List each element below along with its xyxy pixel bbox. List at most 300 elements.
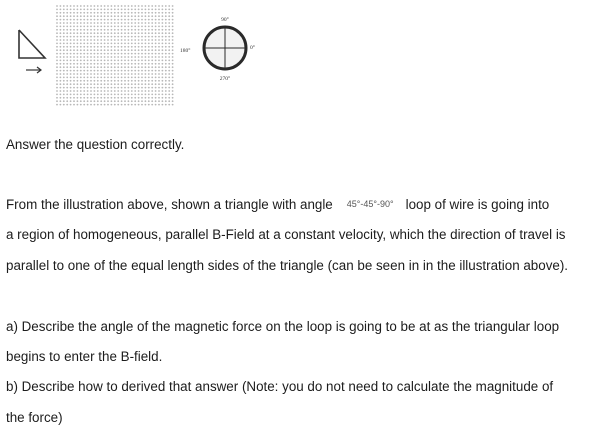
b-field-dot [165, 73, 167, 75]
b-field-dot [145, 83, 147, 85]
b-field-dot [87, 87, 89, 89]
b-field-dot [80, 66, 82, 68]
b-field-dot [168, 5, 170, 7]
b-field-dot [94, 60, 96, 62]
b-field-dot [63, 70, 65, 72]
b-field-dot [127, 56, 129, 58]
b-field-dot [87, 100, 89, 102]
b-field-dot [97, 29, 99, 31]
b-field-dot [94, 80, 96, 82]
b-field-dot [168, 12, 170, 14]
b-field-dot [56, 60, 58, 62]
b-field-dot [100, 49, 102, 51]
b-field-dot [70, 5, 72, 7]
b-field-dot [60, 39, 62, 41]
b-field-dot [60, 15, 62, 17]
b-field-dot [73, 70, 75, 72]
b-field-dot [158, 80, 160, 82]
b-field-dot [134, 39, 136, 41]
b-field-dot [151, 26, 153, 28]
b-field-dot [162, 66, 164, 68]
b-field-dot [131, 94, 133, 96]
b-field-dot [124, 100, 126, 102]
b-field-dot [158, 90, 160, 92]
b-field-dot [145, 5, 147, 7]
b-field-dot [155, 49, 157, 51]
b-field-dot [94, 26, 96, 28]
b-field-dot [134, 53, 136, 55]
b-field-dot [151, 32, 153, 34]
b-field-dot [73, 46, 75, 48]
b-field-dot [172, 29, 174, 31]
b-field-dot [127, 46, 129, 48]
b-field-dot [80, 15, 82, 17]
b-field-dot [104, 9, 106, 11]
b-field-dot [131, 26, 133, 28]
b-field-dot [168, 26, 170, 28]
b-field-dot [151, 9, 153, 11]
b-field-dot [87, 70, 89, 72]
b-field-dot [114, 29, 116, 31]
b-field-dot [100, 94, 102, 96]
b-field-dot [134, 87, 136, 89]
b-field-dot [155, 36, 157, 38]
b-field-dot [83, 60, 85, 62]
b-field-dot [77, 73, 79, 75]
b-field-dot [141, 77, 143, 79]
b-field-dot [100, 56, 102, 58]
b-field-dot [90, 94, 92, 96]
b-field-dot [165, 26, 167, 28]
b-field-dot [124, 80, 126, 82]
b-field-dot [56, 5, 58, 7]
b-field-dot [138, 5, 140, 7]
b-field-dot [100, 19, 102, 21]
b-field-dot [134, 77, 136, 79]
b-field-dot [172, 60, 174, 62]
b-field-dot [117, 94, 119, 96]
b-field-dot [70, 53, 72, 55]
b-field-dot [66, 49, 68, 51]
b-field-dot [148, 90, 150, 92]
b-field-dot [165, 80, 167, 82]
b-field-dot [168, 70, 170, 72]
b-field-dot [63, 56, 65, 58]
b-field-dot [141, 26, 143, 28]
b-field-dot [172, 66, 174, 68]
b-field-dot [70, 29, 72, 31]
b-field-dot [121, 80, 123, 82]
b-field-dot [148, 70, 150, 72]
b-field-dot [90, 46, 92, 48]
b-field-dot [165, 97, 167, 99]
b-field-dot [111, 104, 113, 106]
b-field-dot [90, 19, 92, 21]
b-field-dot [141, 5, 143, 7]
b-field-dot [168, 49, 170, 51]
b-field-dot [90, 29, 92, 31]
instruction-text: Answer the question correctly. [6, 137, 185, 152]
b-field-dot [134, 26, 136, 28]
b-field-dot [107, 73, 109, 75]
b-field-dot [145, 63, 147, 65]
b-field-dot [172, 19, 174, 21]
b-field-dot [148, 46, 150, 48]
b-field-dot [134, 36, 136, 38]
b-field-dot [168, 19, 170, 21]
b-field-dot [56, 87, 58, 89]
b-field-dot [168, 43, 170, 45]
b-field-dot [111, 73, 113, 75]
b-field-dot [138, 53, 140, 55]
b-field-dot [77, 19, 79, 21]
b-field-dot [138, 77, 140, 79]
b-field-dot [60, 90, 62, 92]
b-field-dot [77, 63, 79, 65]
b-field-dot [104, 56, 106, 58]
b-field-dot [121, 26, 123, 28]
b-field-dot [66, 104, 68, 106]
b-field-dot [151, 70, 153, 72]
b-field-dot [138, 97, 140, 99]
b-field-dot [148, 22, 150, 24]
b-field-dot [114, 39, 116, 41]
b-field-dot [70, 66, 72, 68]
b-field-dot [107, 63, 109, 65]
b-field-dot [63, 43, 65, 45]
b-field-dot [97, 56, 99, 58]
b-field-dot [148, 56, 150, 58]
b-field-dot [73, 36, 75, 38]
b-field-dot [111, 90, 113, 92]
b-field-dot [172, 104, 174, 106]
b-field-dot [56, 12, 58, 14]
b-field-dot [73, 73, 75, 75]
b-field-dot [124, 46, 126, 48]
b-field-dot [117, 83, 119, 85]
b-field-dot [63, 5, 65, 7]
b-field-dot [80, 97, 82, 99]
b-field-dot [66, 90, 68, 92]
b-field-dot [77, 39, 79, 41]
b-field-dot [168, 36, 170, 38]
b-field-dot [97, 104, 99, 106]
b-field-dot [138, 87, 140, 89]
b-field-dot [155, 97, 157, 99]
b-field-dot [56, 46, 58, 48]
b-field-dot [114, 94, 116, 96]
b-field-dot [100, 83, 102, 85]
b-field-dot [124, 90, 126, 92]
b-field-dot [131, 53, 133, 55]
b-field-dot [121, 63, 123, 65]
b-field-dot [56, 26, 58, 28]
b-field-dot [66, 12, 68, 14]
b-field-dot [172, 56, 174, 58]
b-field-dot [73, 5, 75, 7]
b-field-dot [111, 46, 113, 48]
b-field-dot [107, 66, 109, 68]
b-field-dot [134, 104, 136, 106]
b-field-dot [121, 12, 123, 14]
b-field-dot [117, 100, 119, 102]
b-field-dot [97, 26, 99, 28]
b-field-dot [70, 12, 72, 14]
b-field-dot [155, 73, 157, 75]
b-field-dot [131, 77, 133, 79]
b-field-dot [162, 22, 164, 24]
b-field-dot [63, 26, 65, 28]
b-field-dot [73, 49, 75, 51]
b-field-dot [131, 80, 133, 82]
b-field-dot [151, 22, 153, 24]
b-field-dot [148, 12, 150, 14]
b-field-dot [83, 100, 85, 102]
b-field-dot [148, 83, 150, 85]
b-field-dot [162, 19, 164, 21]
question-a-line-2: begins to enter the B-field. [6, 349, 163, 364]
b-field-dot [80, 104, 82, 106]
b-field-dot [73, 94, 75, 96]
b-field-dot [145, 80, 147, 82]
b-field-dot [107, 29, 109, 31]
b-field-dot [131, 100, 133, 102]
b-field-dot [60, 80, 62, 82]
b-field-dot [63, 36, 65, 38]
b-field-dot [97, 70, 99, 72]
b-field-dot [111, 66, 113, 68]
b-field-dot [114, 90, 116, 92]
b-field-dot [158, 19, 160, 21]
b-field-dot [60, 43, 62, 45]
b-field-dot [121, 83, 123, 85]
b-field-dot [66, 73, 68, 75]
b-field-dot [97, 97, 99, 99]
b-field-dot [121, 53, 123, 55]
b-field-dot [80, 56, 82, 58]
b-field-dot [114, 80, 116, 82]
b-field-dot [66, 63, 68, 65]
b-field-dot [77, 83, 79, 85]
b-field-dot [114, 63, 116, 65]
b-field-dot [70, 104, 72, 106]
b-field-dot [73, 63, 75, 65]
b-field-dot [83, 66, 85, 68]
b-field-dot [90, 36, 92, 38]
b-field-dot [131, 12, 133, 14]
b-field-dot [172, 90, 174, 92]
b-field-dot [100, 87, 102, 89]
b-field-dot [131, 43, 133, 45]
b-field-dot [158, 12, 160, 14]
b-field-dot [60, 9, 62, 11]
b-field-dot [117, 53, 119, 55]
b-field-dot [107, 104, 109, 106]
b-field-dot [94, 19, 96, 21]
b-field-dot [162, 60, 164, 62]
b-field-dot [168, 46, 170, 48]
b-field-dot [111, 43, 113, 45]
b-field-dot [80, 46, 82, 48]
b-field-dot [87, 46, 89, 48]
problem-line-3: parallel to one of the equal length sides of the triangle (can be seen in in the illustration above). [6, 258, 569, 273]
b-field-dot [87, 83, 89, 85]
b-field-dot [77, 60, 79, 62]
b-field-dot [83, 49, 85, 51]
b-field-dot [148, 19, 150, 21]
b-field-dot [90, 22, 92, 24]
b-field-dot [141, 94, 143, 96]
b-field-dot [145, 22, 147, 24]
b-field-dot [80, 73, 82, 75]
b-field-dot [104, 97, 106, 99]
b-field-dot [172, 94, 174, 96]
b-field-dot [168, 87, 170, 89]
b-field-dot [107, 60, 109, 62]
b-field-dot [104, 29, 106, 31]
b-field-dot [121, 90, 123, 92]
b-field-dot [73, 77, 75, 79]
b-field-dot [138, 32, 140, 34]
b-field-dot [134, 5, 136, 7]
b-field-dot [90, 12, 92, 14]
b-field-dot [60, 26, 62, 28]
b-field-dot [63, 15, 65, 17]
b-field-dot [83, 26, 85, 28]
b-field-dot [107, 43, 109, 45]
b-field-dot [104, 70, 106, 72]
question-a-line-1: a) Describe the angle of the magnetic force on the loop is going to be at as the triangular loop [6, 319, 560, 334]
b-field-dot [162, 94, 164, 96]
b-field-dot [165, 32, 167, 34]
b-field-dot [151, 56, 153, 58]
b-field-dot [70, 26, 72, 28]
b-field-dot [94, 100, 96, 102]
b-field-dot [134, 56, 136, 58]
b-field-dot [90, 26, 92, 28]
b-field-dot [155, 39, 157, 41]
b-field-dot [114, 15, 116, 17]
b-field-dot [80, 70, 82, 72]
b-field-dot [127, 53, 129, 55]
b-field-dot [63, 73, 65, 75]
b-field-dot [83, 77, 85, 79]
b-field-dot [165, 5, 167, 7]
b-field-dot [158, 43, 160, 45]
b-field-dot [162, 32, 164, 34]
b-field-dot [107, 9, 109, 11]
b-field-dot [90, 80, 92, 82]
b-field-dot [56, 53, 58, 55]
b-field-dot [117, 43, 119, 45]
b-field-dot [158, 39, 160, 41]
b-field-dot [94, 12, 96, 14]
b-field-dot [90, 5, 92, 7]
b-field-dot [114, 73, 116, 75]
b-field-dot [63, 100, 65, 102]
b-field-dot [138, 83, 140, 85]
b-field-dot [83, 5, 85, 7]
b-field-dot [168, 29, 170, 31]
b-field-dot [124, 60, 126, 62]
b-field-dot [63, 29, 65, 31]
b-field-dot [148, 97, 150, 99]
b-field-dot [165, 29, 167, 31]
b-field-dot [172, 63, 174, 65]
b-field-dot [121, 5, 123, 7]
b-field-dot [107, 100, 109, 102]
b-field-dot [148, 63, 150, 65]
b-field-dot [117, 36, 119, 38]
b-field-dot [114, 70, 116, 72]
b-field-dot [151, 83, 153, 85]
b-field-dot [127, 87, 129, 89]
b-field-dot [97, 46, 99, 48]
b-field-dot [63, 60, 65, 62]
b-field-dot [138, 80, 140, 82]
b-field-dot [134, 46, 136, 48]
b-field-dot [107, 22, 109, 24]
b-field-dot [172, 70, 174, 72]
b-field-dot [97, 94, 99, 96]
b-field-dot [87, 39, 89, 41]
b-field-dot [77, 87, 79, 89]
b-field-dot [66, 9, 68, 11]
b-field-dot [141, 46, 143, 48]
b-field-dot [66, 36, 68, 38]
b-field-dot [117, 9, 119, 11]
b-field-dot [87, 97, 89, 99]
b-field-dot [168, 9, 170, 11]
b-field-dot [100, 22, 102, 24]
b-field-dot [162, 77, 164, 79]
b-field-dot [138, 39, 140, 41]
b-field-dot [131, 97, 133, 99]
compass-label-0: 0° [250, 45, 255, 51]
b-field-dot [73, 83, 75, 85]
b-field-dot [145, 43, 147, 45]
b-field-dot [114, 19, 116, 21]
b-field-dot [165, 43, 167, 45]
b-field-dot [73, 15, 75, 17]
b-field-dot [158, 94, 160, 96]
b-field-dot [162, 56, 164, 58]
b-field-dot [162, 49, 164, 51]
b-field-dot [114, 83, 116, 85]
b-field-dot [141, 39, 143, 41]
b-field-dot [63, 104, 65, 106]
b-field-dot [90, 63, 92, 65]
b-field-dot [107, 26, 109, 28]
b-field-dot [117, 15, 119, 17]
b-field-dot [77, 66, 79, 68]
b-field-dot [83, 56, 85, 58]
b-field-dot [73, 80, 75, 82]
b-field-dot [134, 19, 136, 21]
b-field-dot [124, 66, 126, 68]
b-field-dot [138, 46, 140, 48]
b-field-dot [134, 22, 136, 24]
b-field-dot [94, 5, 96, 7]
b-field-dot [100, 15, 102, 17]
b-field-dot [66, 29, 68, 31]
b-field-dot [127, 100, 129, 102]
b-field-dot [145, 12, 147, 14]
b-field-dot [70, 15, 72, 17]
b-field-dot [151, 29, 153, 31]
b-field-dot [104, 39, 106, 41]
b-field-dot [131, 60, 133, 62]
